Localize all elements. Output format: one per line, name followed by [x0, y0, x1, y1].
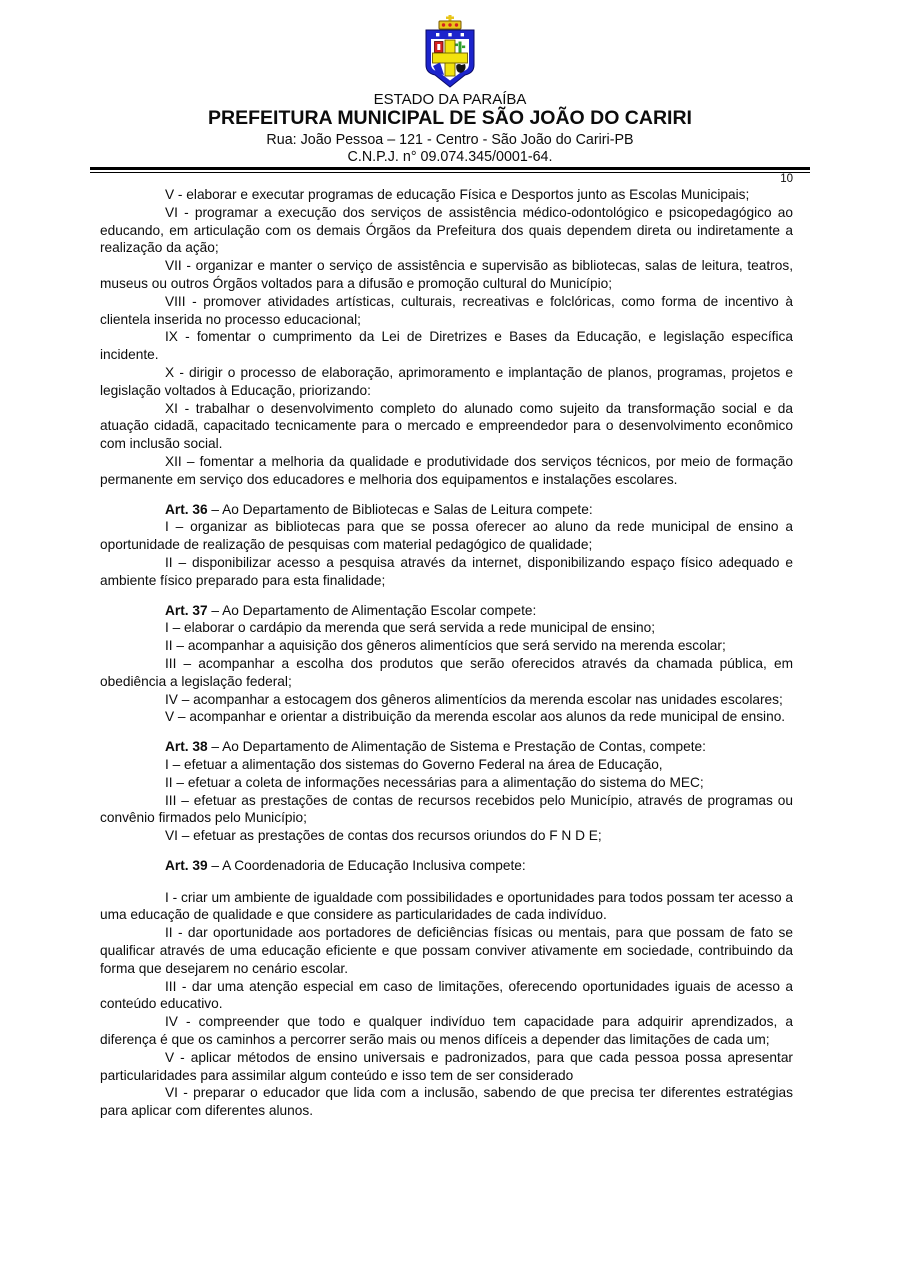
- clause-paragraph: [100, 691, 793, 709]
- paragraph-text: II - dar oportunidade aos portadores de deficiências físicas ou mentais, para que possam de fato se qualificar através de uma educação eficiente e que possam conviver ativamente em sociedade, contribuindo da forma que desejarem no cenário escolar.: [100, 925, 793, 976]
- paragraph-text: VI - programar a execução dos serviços de assistência médico-odontológico e psicopedagógico ao educando, em articulação com os demais Órgãos da Prefeitura dos quais dependem direta ou indiretamente a realização da ação;: [100, 204, 793, 256]
- clause-paragraph: [100, 518, 793, 554]
- header-divider: [90, 167, 810, 173]
- header-address-line: Rua: João Pessoa – 121 - Centro - São João do Cariri-PB: [266, 132, 634, 148]
- paragraph-text: X - dirigir o processo de elaboração, aprimoramento e implantação de planos, programas, projetos e legislação voltados à Educação, priorizando:: [100, 364, 793, 398]
- clause-paragraph: [100, 708, 793, 726]
- coat-of-arms-icon: [423, 15, 477, 89]
- clause-paragraph: [100, 827, 793, 845]
- clause-paragraph: [100, 756, 793, 774]
- paragraph-text: V - elaborar e executar programas de educação Física e Desportos junto as Escolas Municipais;: [165, 187, 750, 202]
- clause-paragraph: [100, 554, 793, 590]
- clause-paragraph: [100, 400, 793, 453]
- article-heading: [100, 738, 793, 756]
- header-state-line: ESTADO DA PARAÍBA: [373, 91, 527, 108]
- clause-paragraph: [100, 924, 793, 977]
- clause-paragraph: [100, 774, 793, 792]
- article-number: Art. 39: [165, 857, 208, 873]
- paragraph-text: I – organizar as bibliotecas para que se possa oferecer ao aluno da rede municipal de ensino a oportunidade de realização de pesquisas com material pedagógico de qualidade;: [100, 519, 793, 553]
- paragraph-text: I – efetuar a alimentação dos sistemas do Governo Federal na área de Educação,: [165, 756, 663, 772]
- paragraph-text: V - aplicar métodos de ensino universais e padronizados, para que cada pessoa possa apresentar particularidades para assimilar algum conteúdo e isso tem de ser considerado: [100, 1049, 793, 1083]
- paragraph-text: III – efetuar as prestações de contas de recursos recebidos pelo Município, através de programas ou convênio firmados pelo Município;: [100, 792, 793, 826]
- paragraph-text: VI – efetuar as prestações de contas dos recursos oriundos do F N D E;: [165, 828, 602, 844]
- paragraph-text: IX - fomentar o cumprimento da Lei de Diretrizes e Bases da Educação, e legislação específica incidente.: [100, 329, 793, 363]
- paragraph-text: III – acompanhar a escolha dos produtos que serão oferecidos através da chamada pública, em obediência a legislação federal;: [100, 655, 793, 689]
- paragraph-text: II – acompanhar a aquisição dos gêneros alimentícios que será servido na merenda escolar;: [165, 638, 726, 654]
- paragraph-text: XII – fomentar a melhoria da qualidade e produtividade dos serviços técnicos, por meio de formação permanente em serviço dos educadores e melhoria dos equipamentos e instalações escolares.: [100, 453, 793, 487]
- paragraph-text: VIII - promover atividades artísticas, culturais, recreativas e folclóricas, como forma de incentivo à clientela inserida no processo educacional;: [100, 293, 793, 327]
- paragraph-text: I - criar um ambiente de igualdade com possibilidades e oportunidades para todos possam ter acesso a uma educação de qualidade e que considere as particularidades de cada indivíduo.: [100, 889, 793, 923]
- clause-paragraph: [100, 889, 793, 925]
- clause-paragraph: [100, 328, 793, 364]
- article-number: Art. 36: [165, 501, 208, 517]
- paragraph-text: – Ao Departamento de Bibliotecas e Salas de Leitura compete:: [207, 501, 593, 517]
- header-title: PREFEITURA MUNICIPAL DE SÃO JOÃO DO CARIRI: [208, 107, 692, 129]
- clause-paragraph: [100, 204, 793, 257]
- clause-paragraph: [100, 978, 793, 1014]
- paragraph-text: VII - organizar e manter o serviço de assistência e supervisão as bibliotecas, salas de leitura, teatros, museus ou outros Órgãos voltados para a difusão e promoção cultural do Município;: [100, 258, 793, 291]
- clause-paragraph: [100, 453, 793, 489]
- page-number: 10: [780, 173, 793, 185]
- document-body: [100, 186, 793, 1120]
- paragraph-text: IV – acompanhar a estocagem dos gêneros alimentícios da merenda escolar nas unidades escolares;: [165, 691, 783, 707]
- clause-paragraph: [100, 1084, 793, 1120]
- clause-paragraph: [100, 655, 793, 691]
- paragraph-text: IV - compreender que todo e qualquer indivíduo tem capacidade para adquirir aprendizados, a diferença é que os caminhos a percorrer serão mais ou menos difíceis a depender das limitações de cada um;: [100, 1014, 793, 1048]
- clause-paragraph: [100, 1013, 793, 1049]
- paragraph-text: V – acompanhar e orientar a distribuição da merenda escolar aos alunos da rede municipal de ensino.: [165, 709, 786, 725]
- clause-paragraph: [100, 619, 793, 637]
- paragraph-text: I – elaborar o cardápio da merenda que será servida a rede municipal de ensino;: [165, 620, 656, 636]
- article-heading: [100, 857, 793, 875]
- clause-paragraph: [100, 792, 793, 828]
- clause-paragraph: [100, 637, 793, 655]
- clause-paragraph: [100, 257, 793, 293]
- paragraph-text: VI - preparar o educador que lida com a inclusão, sabendo de que precisa ter diferentes estratégias para aplicar com diferentes alunos.: [100, 1085, 793, 1119]
- header-cnpj-line: C.N.P.J. n° 09.074.345/0001-64.: [347, 149, 553, 165]
- paragraph-text: XI - trabalhar o desenvolvimento completo do alunado como sujeito da transformação social e da atuação cidadã, capacitado tecnicamente para o mercado e empreendedor para o desenvolvimento econômico com inclusão social.: [100, 400, 793, 452]
- article-heading: [100, 501, 793, 519]
- paragraph-text: II – efetuar a coleta de informações necessárias para a alimentação do sistema do MEC;: [165, 774, 704, 790]
- paragraph-text: – Ao Departamento de Alimentação Escolar compete:: [207, 602, 537, 618]
- paragraph-text: – Ao Departamento de Alimentação de Sistema e Prestação de Contas, compete:: [207, 739, 706, 755]
- article-number: Art. 38: [165, 739, 208, 755]
- clause-paragraph: [100, 293, 793, 329]
- paragraph-text: II – disponibilizar acesso a pesquisa através da internet, disponibilizando espaço físico adequado e ambiente físico preparado para esta finalidade;: [100, 554, 793, 588]
- article-number: Art. 37: [165, 602, 208, 618]
- clause-paragraph: [100, 1049, 793, 1085]
- paragraph-text: III - dar uma atenção especial em caso de limitações, oferecendo oportunidades iguais de acesso a conteúdo educativo.: [100, 978, 793, 1012]
- clause-paragraph: [100, 186, 793, 204]
- article-heading: [100, 602, 793, 620]
- paragraph-text: – A Coordenadoria de Educação Inclusiva compete:: [207, 857, 526, 873]
- clause-paragraph: [100, 364, 793, 400]
